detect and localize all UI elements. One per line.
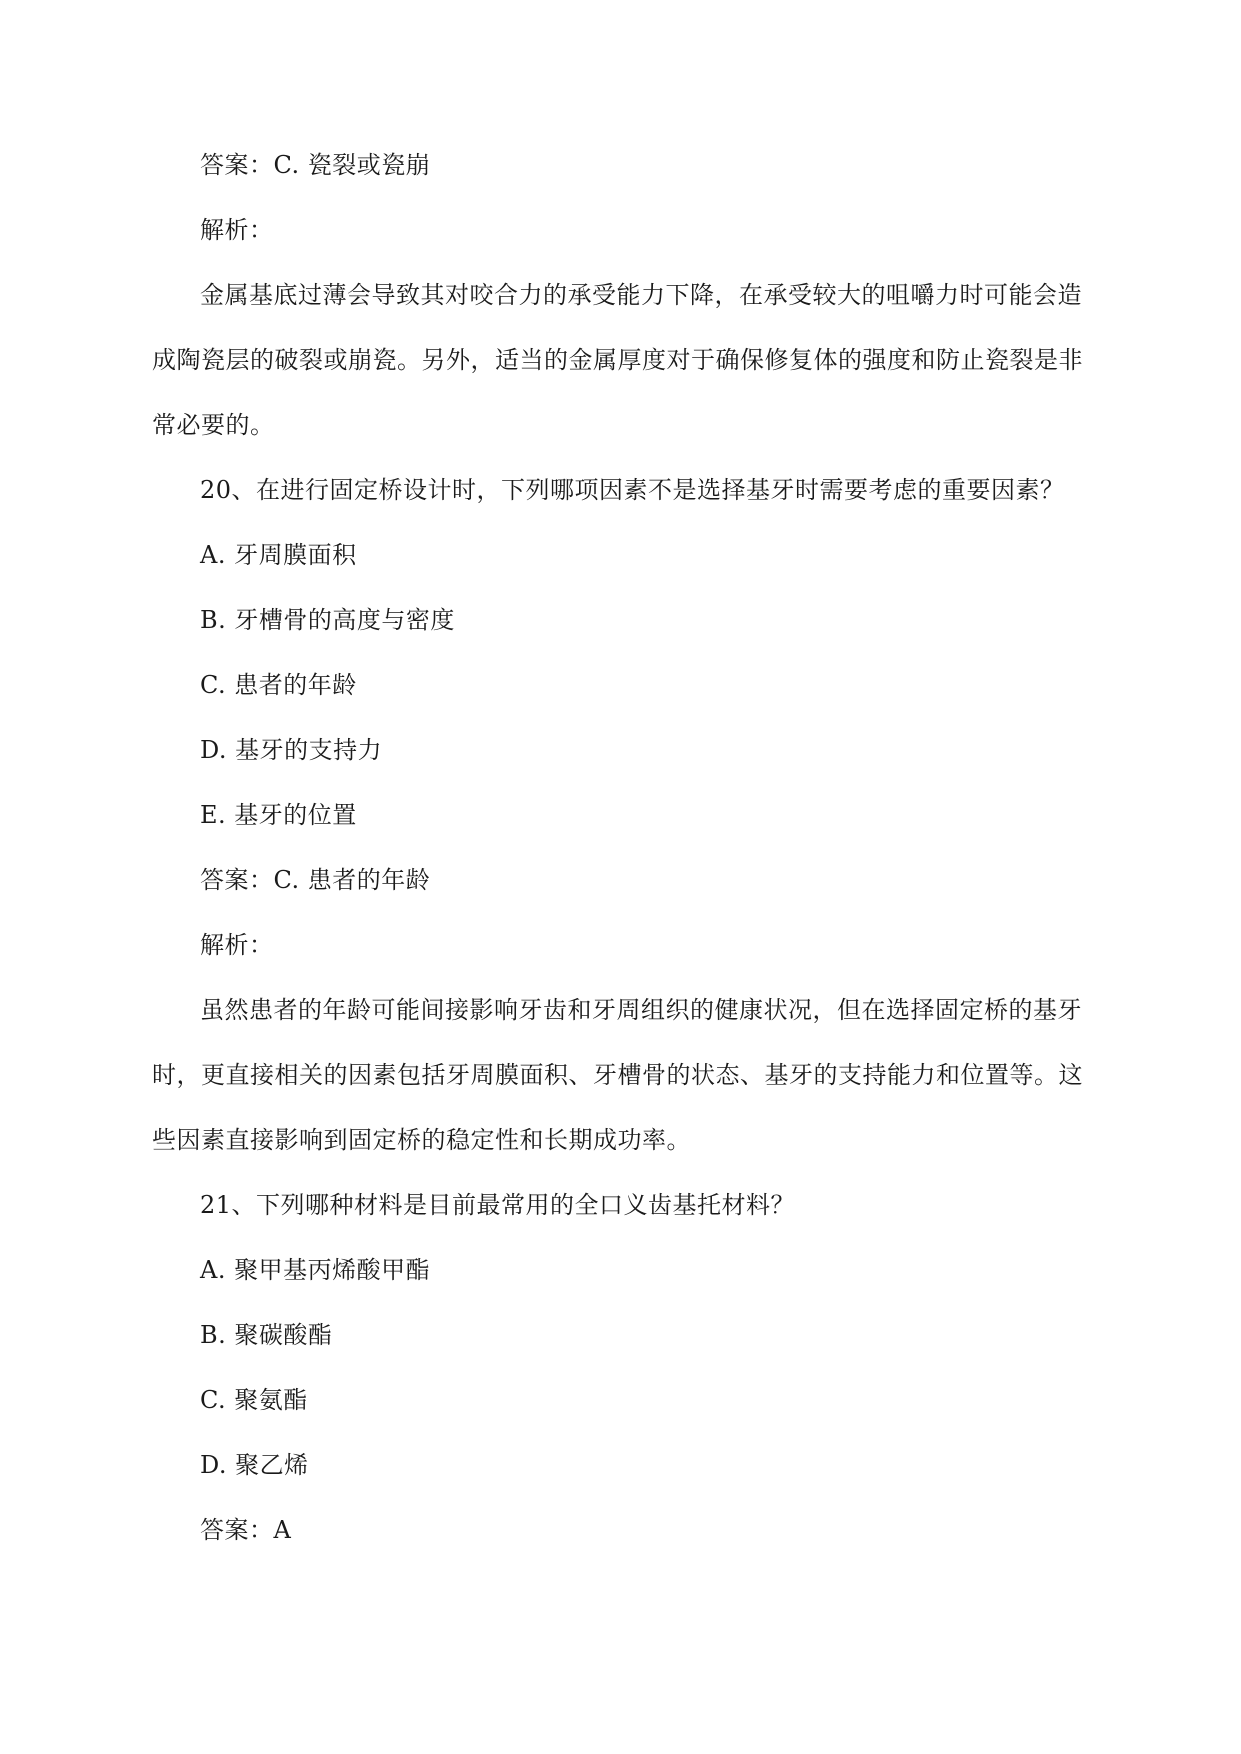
question-20-option-c: C. 患者的年龄 [200,671,357,699]
question-20-option-d: D. 基牙的支持力 [200,736,383,764]
explanation-19-line-3: 常必要的。 [152,411,275,439]
explanation-20-line-3: 些因素直接影响到固定桥的稳定性和长期成功率。 [152,1126,691,1154]
question-20: 20、在进行固定桥设计时，下列哪项因素不是选择基牙时需要考虑的重要因素？ [200,476,1065,504]
question-20-option-e: E. 基牙的位置 [200,801,357,829]
explanation-19-label: 解析： [200,216,274,244]
explanation-19-line-2: 成陶瓷层的破裂或崩瓷。另外，适当的金属厚度对于确保修复体的强度和防止瓷裂是非 [152,346,1083,374]
question-20-option-b: B. 牙槽骨的高度与密度 [200,606,455,634]
explanation-20-label: 解析： [200,931,274,959]
answer-20: 答案：C. 患者的年龄 [200,866,431,894]
question-21-option-a: A. 聚甲基丙烯酸甲酯 [200,1256,431,1284]
answer-19: 答案：C. 瓷裂或瓷崩 [200,151,431,179]
explanation-19-line-1: 金属基底过薄会导致其对咬合力的承受能力下降，在承受较大的咀嚼力时可能会造 [200,281,1082,309]
question-21-option-b: B. 聚碳酸酯 [200,1321,333,1349]
question-21-option-d: D. 聚乙烯 [200,1451,309,1479]
explanation-20-line-2: 时，更直接相关的因素包括牙周膜面积、牙槽骨的状态、基牙的支持能力和位置等。这 [152,1061,1083,1089]
explanation-20-line-1: 虽然患者的年龄可能间接影响牙齿和牙周组织的健康状况，但在选择固定桥的基牙 [200,996,1082,1024]
question-20-option-a: A. 牙周膜面积 [200,541,357,569]
question-21-option-c: C. 聚氨酯 [200,1386,308,1414]
answer-21: 答案：A [200,1516,292,1544]
question-21: 21、下列哪种材料是目前最常用的全口义齿基托材料？ [200,1191,796,1219]
